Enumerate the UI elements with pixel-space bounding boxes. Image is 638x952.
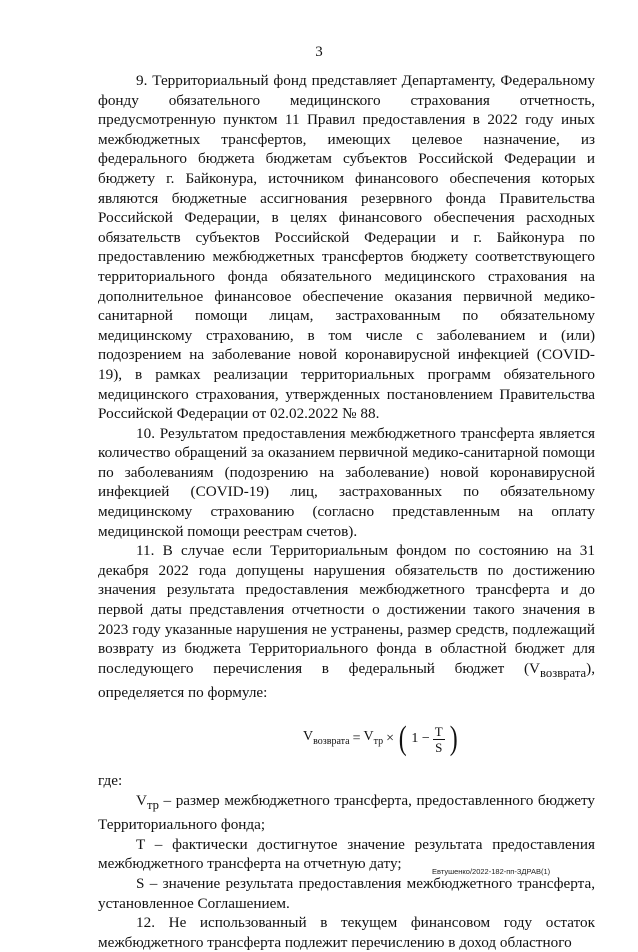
fraction-denominator: S [435,739,443,755]
document-footer-id: Евтушенко/2022-182-пп-ЗДРАВ(1) [432,867,551,876]
formula-equals: = [352,731,361,747]
formula-times: × [386,731,394,747]
where-label: где: [98,772,123,790]
formula-lhs: $V_{возврата}$ [303,728,350,747]
paragraph-12: 12. Не использованный в текущем финансовом году остаток межбюджетного трансферта подлежит перечислению в доход областного [98,914,595,951]
page-number: 3 [315,44,323,60]
paragraph-11-end: ), определяется по формуле: [98,659,595,702]
fraction-numerator: T [434,723,443,739]
return-formula [98,717,595,761]
formula-v: $V_{тр}$ [363,728,384,747]
definition-v: $V_{тр}$ – размер межбюджетного трансферта, предоставленного бюджету Территориального фонда; [98,791,595,834]
open-paren: ( [398,720,407,758]
close-paren: ) [449,720,458,758]
formula-fraction [433,724,445,755]
paragraph-9: 9. Территориальный фонд представляет Департаменту, Федеральному фонду обязательного медицинского страхования отчетность, предусмотренную пунктом 11 Правил предоставления в 2022 году иных межбюджетных трансфертов, имеющих целевое назначение, из федерального бюджета бюджетам субъектов Российской Федерации и бюджету г. Байконура, источником финансового обеспечения которых являются бюджетные ассигнования резервного фонда Правительства Российской Федерации, в целях финансового обеспечения расходных обязательств субъектов Российской Федерации и г. Байконура по предоставлению межбюджетных трансфертов бюджету соответствующего территориального фонда обязательного медицинского страхования на дополнительное финансовое обеспечение оказания первичной медико-санитарной помощи лицам, застрахованным по обязательному медицинскому страхованию, в том числе с заболеванием и (или) подозрением на заболевание новой коронавирусной инфекцией (COVID-19), в рамках реализации территориальных программ обязательного медицинского страхования, утвержденных постановлением Правительства Российской Федерации от 02.02.2022 № 88. [98,72,595,423]
definition-t: T – фактически достигнутое значение результата предоставления межбюджетного трансферта на отчетную дату; [98,835,595,873]
paragraph-11-text: 11. В случае если Территориальным фондом по состоянию на 31 декабря 2022 года допущены нарушения обязательств по достижению значения результата предоставления межбюджетного трансферта и до первой даты представления отчетности о достижении такого значения в 2023 году указанные нарушения не устранены, размер средств, подлежащий возврату из бюджета Территориального фонда в областной бюджет для последующего перечисления в федеральный бюджет (V [98,542,595,677]
definition-s: S – значение результата предоставления межбюджетного трансферта, установленное Соглашением. [98,875,595,912]
paragraph-10: 10. Результатом предоставления межбюджетного трансферта является количество обращений за оказанием первичной медико-санитарной помощи по заболеваниям (подозрению на заболевание) новой коронавирусной инфекцией (COVID-19) лиц, застрахованных по обязательному медицинскому страхованию (согласно представленным на оплату медицинской помощи реестрам счетов). [98,424,595,540]
paragraph-11 [98,541,595,703]
formula-one-minus: 1 − [411,731,430,747]
paragraph-11-subscript: возврата [540,665,587,680]
document-body [98,71,595,952]
